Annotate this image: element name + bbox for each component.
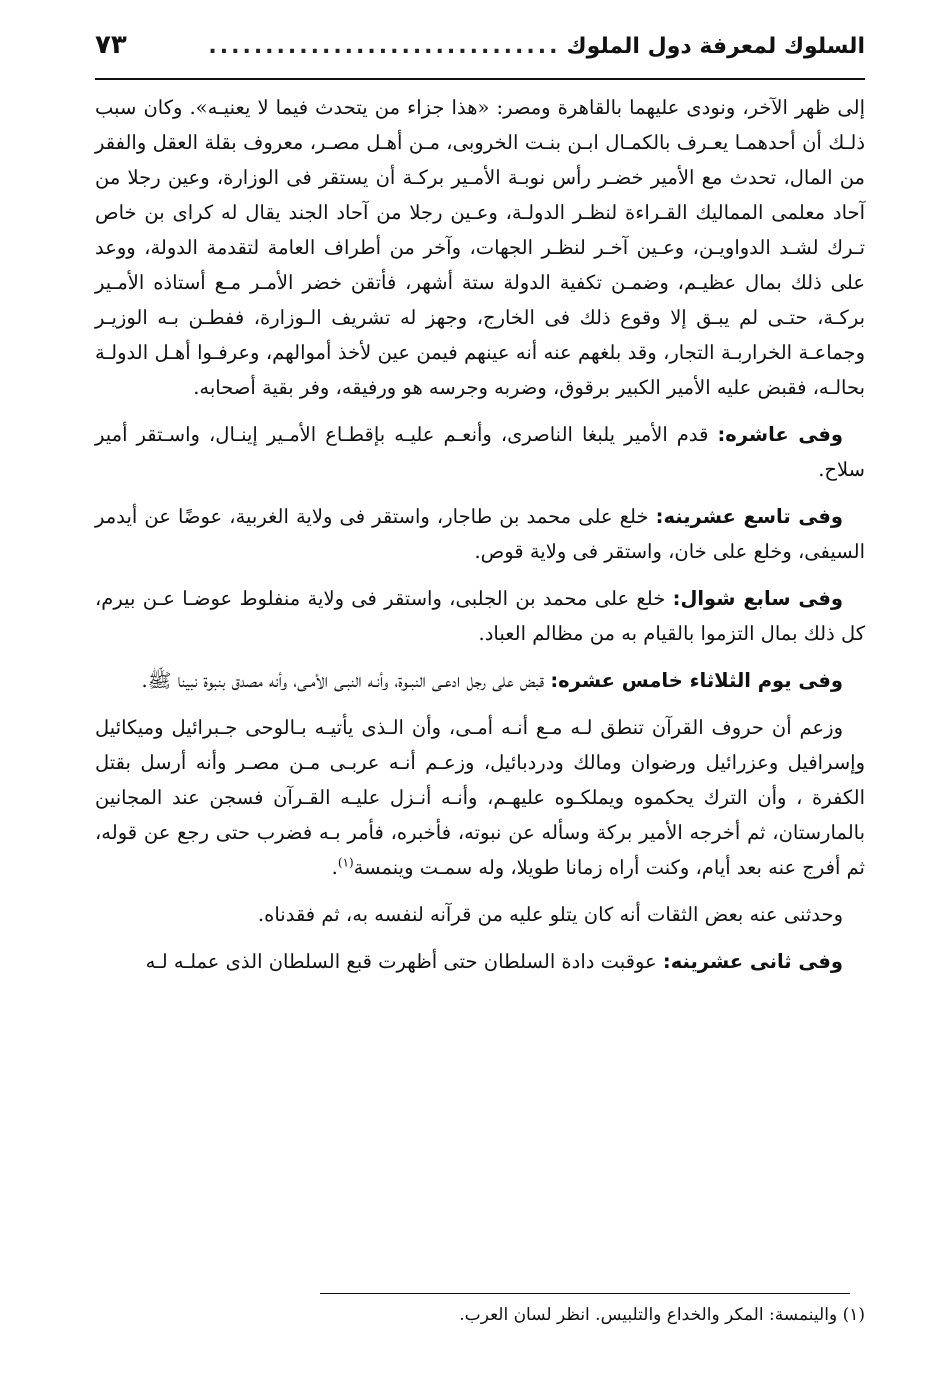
paragraph-text: خلع على محمد بن طاجار، واستقر فى ولاية الغربية، عوضًا عن أيدمر السيفى، وخلع على خان، واستقر فى ولاية قوص. (95, 505, 865, 563)
paragraph-4 (95, 581, 865, 651)
paragraph-8 (95, 944, 865, 979)
footnote (95, 1300, 865, 1330)
header-leader-dots: ............................... (208, 34, 561, 59)
running-header (95, 30, 865, 80)
footnote-reference[interactable]: (١) (337, 855, 354, 870)
paragraph-text: قبض على رجل ادعـى النبـوة، وأنـه النبـى الأمـى، وأنه مصدق بنبوة نبينا ﷺ. (141, 669, 545, 692)
paragraph-text: خلع على محمد بن الجلبى، واستقر فى ولاية منفلوط عوضـا عـن بيرم، كل ذلك بمال التزموا بالقيام به من مظالم العباد. (95, 587, 865, 645)
paragraph-text: وحدثنى عنه بعض الثقات أنه كان يتلو عليه من قرآنه لنفسه به، ثم فقدناه. (257, 903, 843, 926)
page-body (95, 90, 865, 979)
paragraph-lead: وفى تاسع عشرينه: (655, 505, 843, 528)
paragraph-1 (95, 90, 865, 405)
paragraph-6 (95, 710, 865, 885)
paragraph-lead: وفى ثانى عشرينه: (662, 950, 843, 973)
paragraph-5 (95, 663, 865, 698)
paragraph-lead: وفى عاشره: (717, 423, 843, 446)
paragraph-lead: وفى يوم الثلاثاء خامس عشره: (550, 669, 843, 692)
paragraph-text: إلى ظهر الآخر، ونودى عليهما بالقاهرة ومصر: «هذا جزاء من يتحدث فيما لا يعنيـه». وكان سبب ذلـك أن أحدهمـا يعـرف بالكمـال ابـن بنـت الخروبى، مـن أهـل مصـر، معروف بقلة العقل والفقر من المال، تحدث مع الأمير خضـر رأس نوبـة الأمـير بركـة أن يستقر فى الوزارة، وعين رجلا من آحاد معلمى المماليك القـراءة لنظـر الدولـة، وعـين رجلا من آحاد الجند يقال له كراى بن خاص تـرك لشـد الدواويـن، وعـين آخـر لنظـر الجهات، وآخر من أطراف العامة لتقدمة الدولة، ووعد على ذلك بمال عظيـم، وضمـن تكفية الدولة ستة أشهر، فأتقن خضر الأمـر مـع أستاذه الأمـير بركـة، حتـى لم يبـق إلا وقوع ذلك فى الخارج، وجهز له تشريف الـوزارة، ففطـن بـه الوزيـر وجماعـة الخراربـة التجار، وقد بلغهم عنه أنه عينهم فيمن عين لأخذ أموالهم، وعرفـوا أهـل الدولـة بحالـه، فقبض عليه الأمير الكبير برقوق، وضربه وجرسه هو ورفيقه، وفر بقية أصحابه. (95, 96, 865, 399)
running-title: السلوك لمعرفة دول الملوك (566, 34, 865, 59)
paragraph-2 (95, 417, 865, 487)
paragraph-tail: . (331, 856, 338, 879)
paragraph-text: وزعم أن حروف القرآن تنطق لـه مـع أنـه أمـى، وأن الـذى يأتيـه بـالوحى جـبرائيل وميكائيل وإسرافيل وعزرائيل ورضوان ومالك ودردبائيل، وزعـم أنـه عربـى مـن مصـر وأنه أرسل بقتل الكفرة ، وأن الترك يحكموه ويملكـوه عليهـم، وأنـه أنـزل عليـه القـرآن فسجن عند المجانين بالمارستان، ثم أخرجه الأمير بركة وسأله عن نبوته، فأخبره، فأمر بـه فضرب حتى رجع عن قوله، ثم أفرج عنه بعد أيام، وكنت أراه زمانا طويلا، وله سمـت وينمسة (95, 716, 865, 879)
page-number: ٧٣ (95, 30, 127, 60)
paragraph-3 (95, 499, 865, 569)
paragraph-text: عوقبت دادة السلطان حتى أظهرت قبع السلطان الذى عملـه لـه (145, 950, 657, 973)
page (95, 30, 865, 979)
footnote-divider (320, 1293, 850, 1294)
paragraph-lead: وفى سابع شوال: (672, 587, 844, 610)
paragraph-text: قدم الأمير يلبغا الناصرى، وأنعـم عليـه بإقطـاع الأمـير إينـال، واسـتقر أمير سلاح. (95, 423, 865, 481)
paragraph-7 (95, 897, 865, 932)
footnote-text: (١) والينمسة: المكر والخداع والتلبيس. انظر لسان العرب. (459, 1305, 865, 1325)
